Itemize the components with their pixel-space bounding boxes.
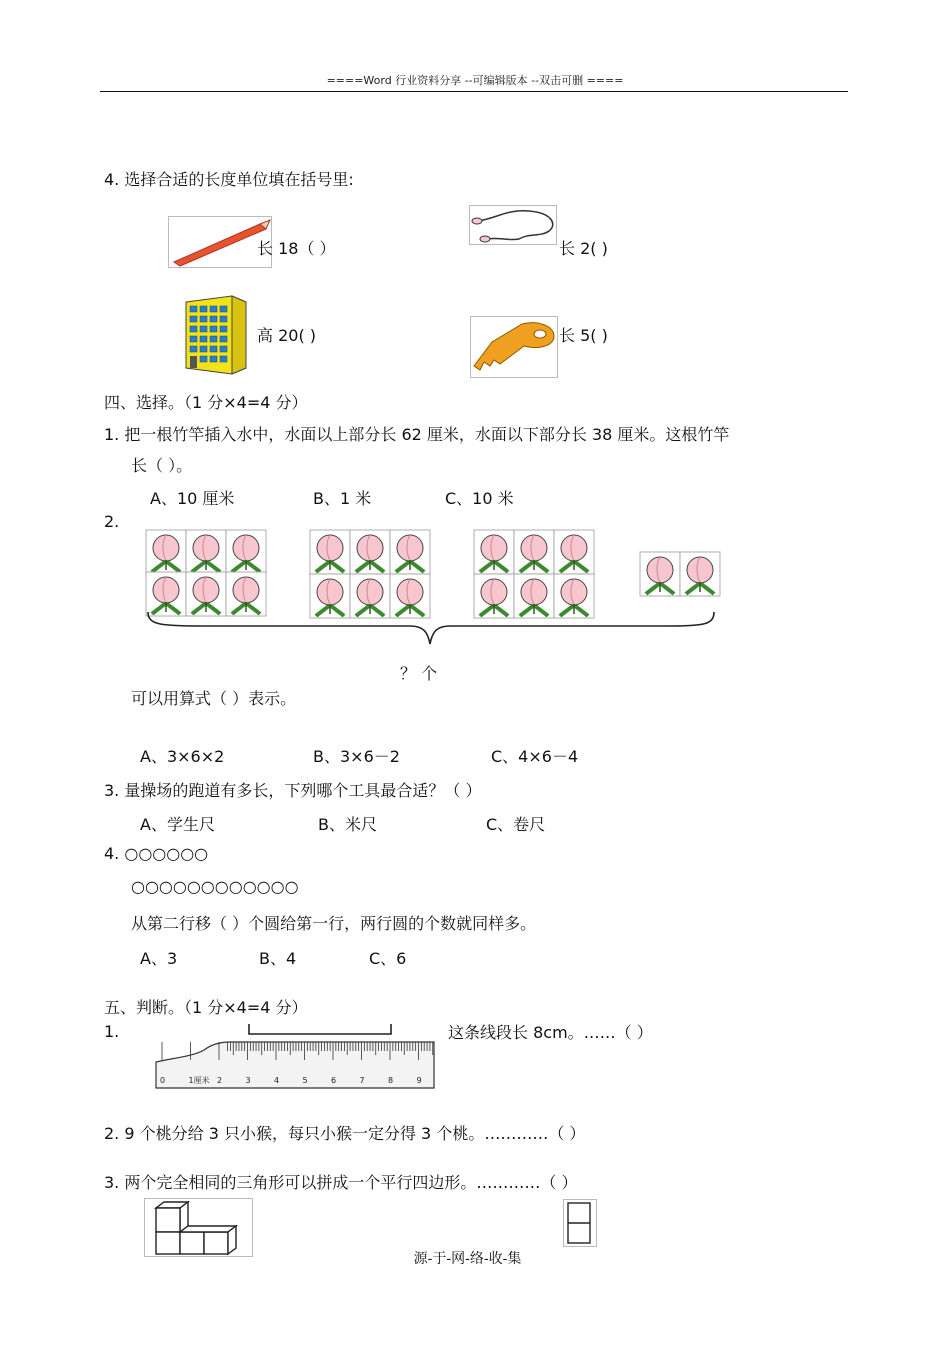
s5-q3-text: 3. 两个完全相同的三角形可以拼成一个平行四边形。…………（ ） xyxy=(104,1173,578,1192)
key-length-text: 长 5( ) xyxy=(559,326,608,345)
s4-q1-option-a: A、10 厘米 xyxy=(150,489,235,508)
ruler-label: 3 xyxy=(245,1076,251,1085)
ruler-label: 6 xyxy=(331,1076,337,1085)
rope-length-text: 长 2( ) xyxy=(559,239,608,258)
s4-q4-option-a: A、3 xyxy=(140,949,178,968)
s4-q1-line1: 1. 把一根竹竿插入水中，水面以上部分长 62 厘米，水面以下部分长 38 厘米。这根竹竿 xyxy=(104,425,730,444)
key-image xyxy=(470,316,558,378)
s4-q4-option-c: C、6 xyxy=(369,949,407,968)
s5-q2-text: 2. 9 个桃分给 3 只小猴，每只小猴一定分得 3 个桃。…………（ ） xyxy=(104,1124,586,1143)
s4-q2-option-c: C、4×6－4 xyxy=(491,747,579,766)
s4-q1-line2: 长（ ）。 xyxy=(131,456,193,475)
brace-label: ？ 个 xyxy=(400,664,438,683)
s4-q4-circles-row1: 4. ○○○○○○ xyxy=(104,844,209,863)
peach-group-2 xyxy=(310,530,430,618)
line-segment-bracket xyxy=(249,1024,391,1034)
ruler-label: 2 xyxy=(217,1076,223,1085)
s4-q4-text: 从第二行移（ ）个圆给第一行，两行圆的个数就同样多。 xyxy=(131,914,537,933)
s4-q3-option-a: A、学生尺 xyxy=(140,815,215,834)
ruler-image xyxy=(154,1020,438,1090)
building-height-text: 高 20( ) xyxy=(257,326,317,345)
s4-q2-text: 可以用算式（ ）表示。 xyxy=(131,689,297,708)
ruler-label: 7 xyxy=(359,1076,365,1085)
q4-title: 4. 选择合适的长度单位填在括号里: xyxy=(104,170,354,189)
s4-q4-option-b: B、4 xyxy=(259,949,297,968)
s5-q1-text: 这条线段长 8cm。……（ ） xyxy=(448,1023,653,1042)
ruler-label: 8 xyxy=(388,1076,394,1085)
rope-image xyxy=(469,205,557,245)
ruler-label: 1厘米 xyxy=(188,1076,210,1085)
s4-q2-option-b: B、3×6－2 xyxy=(313,747,400,766)
page-header: ====Word 行业资料分享 --可编辑版本 --双击可删 ==== xyxy=(326,74,624,87)
s4-q2-number: 2. xyxy=(104,512,120,531)
header-rule xyxy=(100,91,848,92)
section5-title: 五、判断。（1 分×4=4 分） xyxy=(104,998,308,1017)
s4-q3-option-b: B、米尺 xyxy=(318,815,377,834)
curly-brace xyxy=(148,612,714,644)
peach-group-1 xyxy=(146,530,266,616)
page-footer: 源-于-网-络-收-集 xyxy=(413,1251,522,1267)
ruler-label: 0 xyxy=(160,1076,166,1085)
ruler-label: 4 xyxy=(274,1076,280,1085)
pencil-length-text: 长 18（ ） xyxy=(257,239,336,258)
section4-title: 四、选择。（1 分×4=4 分） xyxy=(104,393,308,412)
s4-q3-option-c: C、卷尺 xyxy=(486,815,546,834)
building-image xyxy=(180,292,252,376)
s5-q1-number: 1. xyxy=(104,1022,120,1041)
s4-q1-option-b: B、1 米 xyxy=(313,489,372,508)
peach-groups-image xyxy=(140,526,730,656)
peach-group-4 xyxy=(640,552,720,596)
s4-q1-option-c: C、10 米 xyxy=(445,489,514,508)
ruler-label: 9 xyxy=(416,1076,422,1085)
s4-q4-circles-row2: ○○○○○○○○○○○○ xyxy=(131,877,299,896)
ruler-label: 5 xyxy=(302,1076,308,1085)
s4-q2-option-a: A、3×6×2 xyxy=(140,747,225,766)
two-squares-image xyxy=(563,1199,597,1247)
peach-group-3 xyxy=(474,530,594,618)
s4-q3-text: 3. 量操场的跑道有多长，下列哪个工具最合适？（ ） xyxy=(104,781,482,800)
